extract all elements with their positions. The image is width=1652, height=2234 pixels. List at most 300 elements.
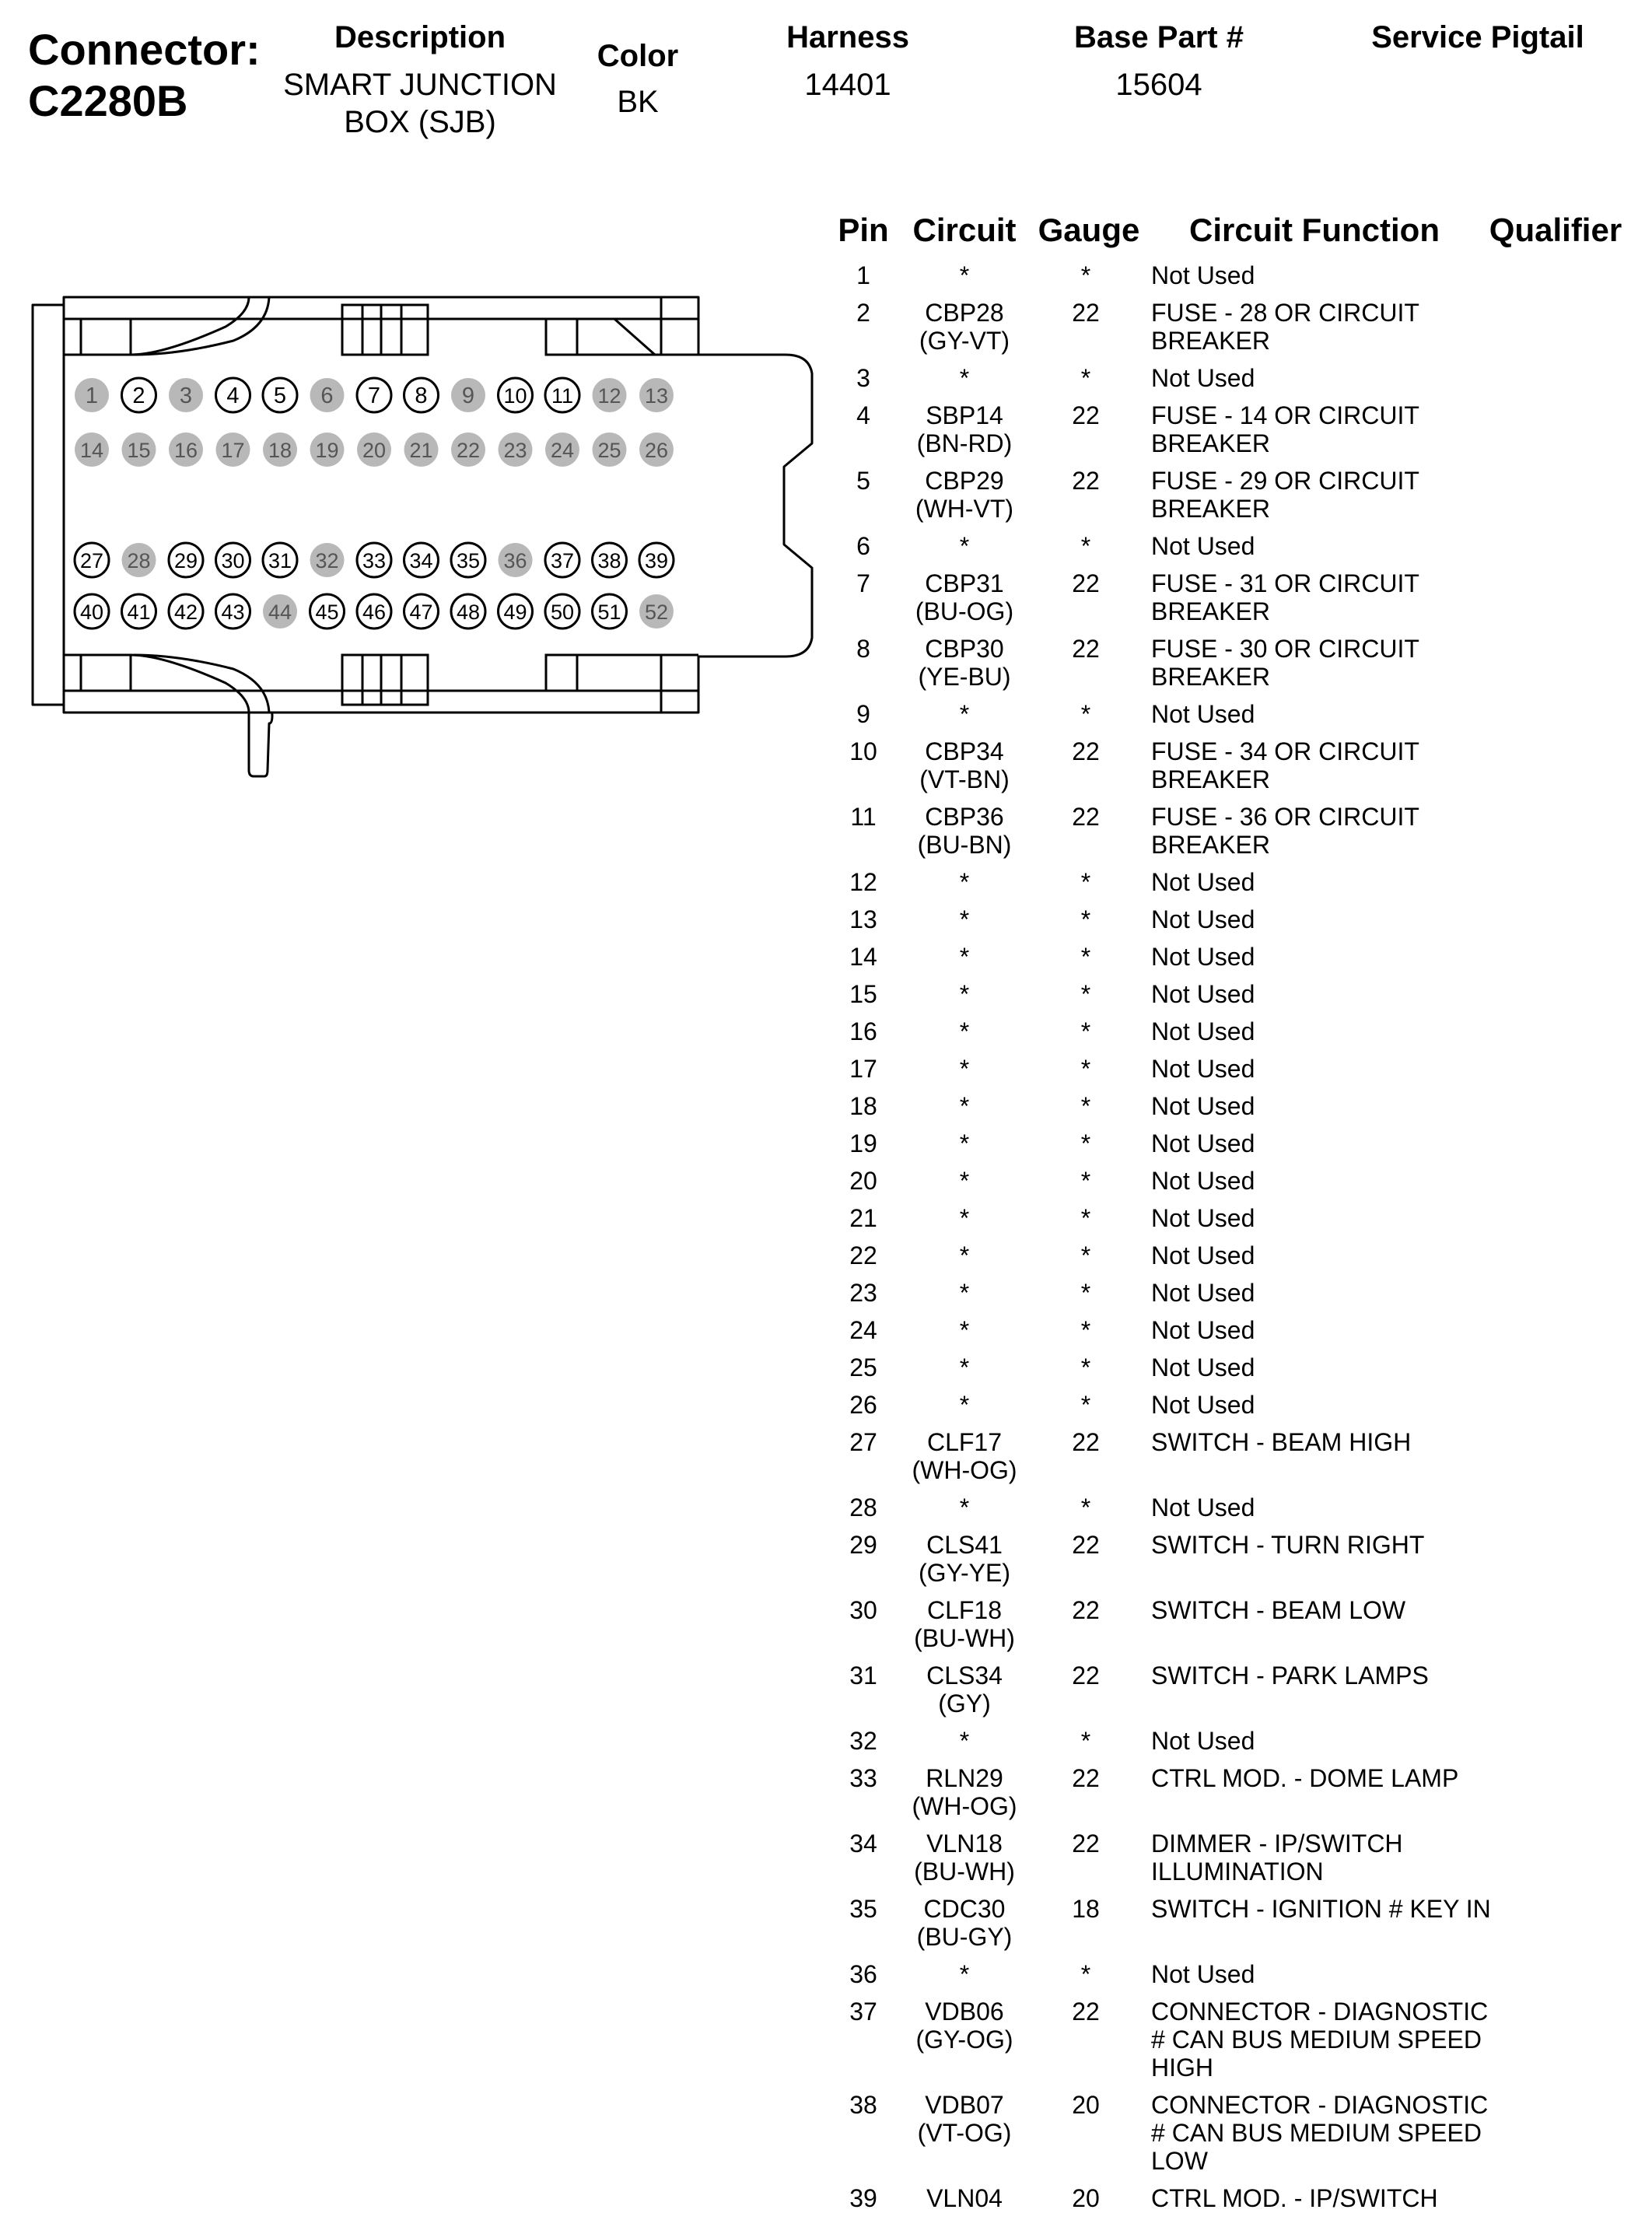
pin-number: 21 <box>849 1204 877 1232</box>
pin-cavity <box>545 378 579 412</box>
circuit-code: (BU-BN) <box>917 831 1012 859</box>
pin-cavity <box>169 378 203 412</box>
wire-gauge: * <box>1080 1493 1091 1521</box>
pin-cavity <box>310 543 345 577</box>
pin-cavity <box>639 594 674 629</box>
pin-label: 49 <box>503 601 527 624</box>
col-header-circuit: Circuit <box>912 212 1017 248</box>
wire-gauge: * <box>1080 364 1091 392</box>
circuit-code: (BU-WH) <box>914 1858 1015 1886</box>
circuit-function: CONNECTOR - DIAGNOSTIC <box>1151 1998 1489 2026</box>
wire-gauge: 22 <box>1072 1661 1100 1690</box>
wire-gauge: * <box>1080 532 1091 560</box>
pin-cavity <box>169 432 203 467</box>
circuit-function: Not Used <box>1151 700 1255 728</box>
circuit-code: * <box>959 980 970 1008</box>
pin-number: 14 <box>849 943 877 971</box>
pin-cavity <box>263 543 297 577</box>
circuit-code: VDB07 <box>925 2091 1004 2119</box>
circuit-function: Not Used <box>1151 1493 1255 1521</box>
pin-label: 10 <box>503 384 527 408</box>
wire-gauge: 22 <box>1072 737 1100 765</box>
col-header-gauge: Gauge <box>1038 212 1140 248</box>
pin-label: 8 <box>415 383 428 408</box>
circuit-code: * <box>959 261 970 289</box>
color-value: BK <box>617 85 659 119</box>
pin-label: 3 <box>179 383 193 408</box>
pin-cavity <box>216 594 250 629</box>
circuit-function: BREAKER <box>1151 831 1270 859</box>
circuit-function: Not Used <box>1151 1055 1255 1083</box>
circuit-code: * <box>959 532 970 560</box>
circuit-function: ILLUMINATION <box>1151 1858 1324 1886</box>
pin-label: 51 <box>597 601 621 624</box>
pin-cavity <box>216 378 250 412</box>
wire-gauge: 22 <box>1072 803 1100 831</box>
wire-gauge: * <box>1080 1727 1091 1755</box>
wire-gauge: 22 <box>1072 1531 1100 1559</box>
pin-label: 37 <box>550 549 575 573</box>
circuit-code: * <box>959 700 970 728</box>
pin-label: 19 <box>315 439 339 462</box>
circuit-code: * <box>959 1316 970 1344</box>
pin-number: 6 <box>856 532 870 560</box>
circuit-code: * <box>959 1960 970 1988</box>
wire-gauge: 18 <box>1072 1895 1100 1923</box>
pin-number: 31 <box>849 1661 877 1690</box>
pin-cavity <box>499 378 533 412</box>
harness-value: 14401 <box>804 68 891 102</box>
circuit-code: CBP30 <box>925 635 1004 663</box>
wire-gauge: 22 <box>1072 401 1100 429</box>
circuit-code: VDB06 <box>925 1998 1004 2026</box>
circuit-function: FUSE - 31 OR CIRCUIT <box>1151 569 1419 597</box>
pin-number: 38 <box>849 2091 877 2119</box>
circuit-code: (BU-GY) <box>916 1923 1013 1951</box>
circuit-function: SWITCH - TURN RIGHT <box>1151 1531 1425 1559</box>
circuit-function: # CAN BUS MEDIUM SPEED <box>1151 2119 1482 2147</box>
pin-cavity <box>122 378 156 412</box>
circuit-code: * <box>959 364 970 392</box>
circuit-function: Not Used <box>1151 1960 1255 1988</box>
base-part-label: Base Part # <box>1074 20 1244 54</box>
circuit-function: Not Used <box>1151 1353 1255 1381</box>
circuit-code: (GY-VT) <box>919 327 1010 355</box>
col-header-function: Circuit Function <box>1189 212 1440 248</box>
circuit-function: Not Used <box>1151 1727 1255 1755</box>
circuit-function: CTRL MOD. - IP/SWITCH <box>1151 2184 1438 2212</box>
pin-cavity <box>310 432 345 467</box>
circuit-function: DIMMER - IP/SWITCH <box>1151 1830 1403 1858</box>
pin-label: 11 <box>551 384 574 408</box>
circuit-function: FUSE - 30 OR CIRCUIT <box>1151 635 1419 663</box>
pin-label: 43 <box>221 601 245 624</box>
circuit-code: * <box>959 1129 970 1157</box>
circuit-function: Not Used <box>1151 1204 1255 1232</box>
pin-cavity <box>545 543 579 577</box>
circuit-code: * <box>959 1391 970 1419</box>
circuit-function: Not Used <box>1151 1279 1255 1307</box>
pin-label: 1 <box>85 383 99 408</box>
circuit-function: FUSE - 28 OR CIRCUIT <box>1151 299 1419 327</box>
pin-cavity <box>404 378 439 412</box>
wire-gauge: * <box>1080 261 1091 289</box>
circuit-code: RLN29 <box>926 1764 1003 1792</box>
circuit-code: CBP36 <box>925 803 1004 831</box>
pin-cavity <box>639 543 674 577</box>
pin-cavity <box>451 432 485 467</box>
pin-label: 52 <box>644 601 669 624</box>
pin-number: 7 <box>856 569 870 597</box>
pin-number: 36 <box>849 1960 877 1988</box>
wire-gauge: * <box>1080 1055 1091 1083</box>
pin-cavity <box>593 432 627 467</box>
pin-number: 29 <box>849 1531 877 1559</box>
circuit-code: * <box>959 1055 970 1083</box>
wire-gauge: * <box>1080 1960 1091 1988</box>
circuit-function: BREAKER <box>1151 495 1270 523</box>
pin-number: 20 <box>849 1167 877 1195</box>
circuit-code: (VT-BN) <box>919 765 1010 793</box>
pin-label: 39 <box>644 549 669 573</box>
pin-number: 5 <box>856 467 870 495</box>
circuit-function: FUSE - 29 OR CIRCUIT <box>1151 467 1419 495</box>
wire-gauge: * <box>1080 1129 1091 1157</box>
circuit-function: Not Used <box>1151 364 1255 392</box>
pin-number: 17 <box>849 1055 877 1083</box>
circuit-function: BREAKER <box>1151 597 1270 625</box>
circuit-function: BREAKER <box>1151 765 1270 793</box>
pin-cavity <box>451 378 485 412</box>
pin-cavity <box>216 543 250 577</box>
circuit-code: * <box>959 943 970 971</box>
pin-label: 41 <box>127 601 151 624</box>
circuit-function: BREAKER <box>1151 429 1270 457</box>
pin-cavity <box>122 594 156 629</box>
wire-gauge: * <box>1080 1279 1091 1307</box>
circuit-code: (YE-BU) <box>918 663 1011 691</box>
circuit-function: SWITCH - PARK LAMPS <box>1151 1661 1429 1690</box>
pin-label: 15 <box>127 439 151 462</box>
description-line-1: SMART JUNCTION <box>283 68 557 102</box>
wire-gauge: * <box>1080 1353 1091 1381</box>
circuit-function: SWITCH - BEAM HIGH <box>1151 1428 1412 1456</box>
wire-gauge: 22 <box>1072 635 1100 663</box>
circuit-function: Not Used <box>1151 1017 1255 1045</box>
pin-label: 9 <box>461 383 475 408</box>
circuit-function: Not Used <box>1151 905 1255 933</box>
circuit-code: * <box>959 1279 970 1307</box>
pin-label: 16 <box>173 439 198 462</box>
circuit-function: CONNECTOR - DIAGNOSTIC <box>1151 2091 1489 2119</box>
pin-cavity <box>639 432 674 467</box>
connector-label: Connector: <box>28 25 261 74</box>
circuit-function: Not Used <box>1151 980 1255 1008</box>
pin-cavity <box>357 432 391 467</box>
circuit-code: * <box>959 1017 970 1045</box>
pin-cavity <box>75 378 109 412</box>
pin-cavity <box>263 432 297 467</box>
pin-number: 35 <box>849 1895 877 1923</box>
wire-gauge: 20 <box>1072 2184 1100 2212</box>
circuit-code: * <box>959 1493 970 1521</box>
circuit-code: CLS34 <box>926 1661 1003 1690</box>
circuit-code: CLS41 <box>926 1531 1003 1559</box>
pin-cavity <box>593 378 627 412</box>
pin-number: 12 <box>849 868 877 896</box>
circuit-code: (VT-OG) <box>917 2119 1012 2147</box>
pin-number: 16 <box>849 1017 877 1045</box>
circuit-code: (GY-YE) <box>919 1559 1010 1587</box>
circuit-code: CBP29 <box>925 467 1004 495</box>
circuit-code: (BU-OG) <box>915 597 1014 625</box>
circuit-function: # CAN BUS MEDIUM SPEED <box>1151 2026 1482 2054</box>
circuit-code: CBP34 <box>925 737 1004 765</box>
pin-label: 21 <box>409 439 433 462</box>
pin-cavity <box>357 378 391 412</box>
pin-number: 10 <box>849 737 877 765</box>
wire-gauge: 22 <box>1072 1596 1100 1624</box>
pin-cavity <box>545 594 579 629</box>
pin-cavity <box>499 594 533 629</box>
pin-label: 46 <box>362 601 387 624</box>
circuit-code: * <box>959 868 970 896</box>
circuit-function: CTRL MOD. - DOME LAMP <box>1151 1764 1459 1792</box>
pin-cavity <box>593 594 627 629</box>
pin-cavity <box>545 432 579 467</box>
pin-label: 25 <box>597 439 621 462</box>
pin-label: 24 <box>550 439 575 462</box>
pin-label: 32 <box>315 549 339 573</box>
col-header-pin: Pin <box>838 212 889 248</box>
wire-gauge: 22 <box>1072 467 1100 495</box>
pin-number: 18 <box>849 1092 877 1120</box>
circuit-code: * <box>959 905 970 933</box>
pin-number: 32 <box>849 1727 877 1755</box>
description-line-2: BOX (SJB) <box>344 105 496 139</box>
pin-number: 28 <box>849 1493 877 1521</box>
pin-number: 39 <box>849 2184 877 2212</box>
circuit-code: * <box>959 1353 970 1381</box>
wire-gauge: * <box>1080 1092 1091 1120</box>
pin-cavity <box>75 432 109 467</box>
circuit-function: Not Used <box>1151 1129 1255 1157</box>
pin-label: 4 <box>226 383 240 408</box>
wire-gauge: 22 <box>1072 1830 1100 1858</box>
wire-gauge: * <box>1080 1167 1091 1195</box>
pin-cavity <box>451 543 485 577</box>
pin-number: 24 <box>849 1316 877 1344</box>
base-part-value: 15604 <box>1115 68 1202 102</box>
pin-label: 44 <box>268 601 292 624</box>
pin-label: 6 <box>320 383 334 408</box>
col-header-qualifier: Qualifier <box>1489 212 1622 248</box>
wire-gauge: 22 <box>1072 569 1100 597</box>
circuit-code: (WH-OG) <box>912 1456 1017 1484</box>
circuit-function: Not Used <box>1151 1391 1255 1419</box>
wire-gauge: 22 <box>1072 299 1100 327</box>
pin-number: 33 <box>849 1764 877 1792</box>
pin-cavity <box>404 543 439 577</box>
connector-body <box>64 319 812 691</box>
pin-label: 40 <box>79 601 104 624</box>
color-label: Color <box>597 39 679 73</box>
pin-cavity <box>122 432 156 467</box>
pin-label: 23 <box>503 439 527 462</box>
wire-gauge: 22 <box>1072 1428 1100 1456</box>
pin-number: 9 <box>856 700 870 728</box>
wire-gauge: * <box>1080 1017 1091 1045</box>
circuit-function: SWITCH - IGNITION # KEY IN <box>1151 1895 1491 1923</box>
pin-cavity <box>357 594 391 629</box>
pin-cavity <box>75 543 109 577</box>
circuit-function: LOW <box>1151 2147 1208 2175</box>
pin-label: 18 <box>268 439 292 462</box>
pin-label: 26 <box>644 439 669 462</box>
pin-label: 22 <box>456 439 481 462</box>
circuit-code: (GY-OG) <box>915 2026 1013 2054</box>
circuit-code: * <box>959 1241 970 1269</box>
pin-label: 42 <box>173 601 198 624</box>
wire-gauge: 20 <box>1072 2091 1100 2119</box>
pin-number: 30 <box>849 1596 877 1624</box>
pin-number: 27 <box>849 1428 877 1456</box>
pin-label: 45 <box>315 601 339 624</box>
circuit-function: FUSE - 36 OR CIRCUIT <box>1151 803 1419 831</box>
pin-label: 38 <box>597 549 621 573</box>
circuit-code: VLN04 <box>926 2184 1003 2212</box>
left-flange <box>33 305 64 705</box>
pin-number: 2 <box>856 299 870 327</box>
pin-label: 48 <box>456 601 481 624</box>
pin-label: 35 <box>456 549 481 573</box>
pin-cavity <box>499 432 533 467</box>
service-pigtail-label: Service Pigtail <box>1371 20 1584 54</box>
connector-face-diagram <box>0 210 824 801</box>
pin-cavity <box>169 594 203 629</box>
circuit-code: (WH-OG) <box>912 1792 1017 1820</box>
pin-cavity <box>310 378 345 412</box>
pin-number: 23 <box>849 1279 877 1307</box>
circuit-code: * <box>959 1204 970 1232</box>
wire-gauge: 22 <box>1072 1764 1100 1792</box>
pin-cavity <box>404 594 439 629</box>
pin-number: 26 <box>849 1391 877 1419</box>
circuit-code: VLN18 <box>926 1830 1003 1858</box>
pin-label: 47 <box>409 601 433 624</box>
circuit-function: Not Used <box>1151 532 1255 560</box>
circuit-code: (BN-RD) <box>916 429 1013 457</box>
circuit-code: (WH-VT) <box>915 495 1014 523</box>
pin-number: 11 <box>850 803 877 831</box>
pin-label: 28 <box>127 549 151 573</box>
wire-gauge: * <box>1080 1316 1091 1344</box>
circuit-code: * <box>959 1167 970 1195</box>
circuit-code: CDC30 <box>923 1895 1006 1923</box>
pin-cavity <box>310 594 345 629</box>
pin-label: 50 <box>550 601 575 624</box>
pin-cavity <box>263 378 297 412</box>
pin-label: 34 <box>409 549 433 573</box>
pin-cavity <box>404 432 439 467</box>
circuit-function: BREAKER <box>1151 327 1270 355</box>
wire-gauge: * <box>1080 980 1091 1008</box>
pin-number: 34 <box>849 1830 877 1858</box>
circuit-function: Not Used <box>1151 1241 1255 1269</box>
pin-cavity <box>499 543 533 577</box>
pin-cavity <box>593 543 627 577</box>
pin-number: 22 <box>849 1241 877 1269</box>
circuit-function: Not Used <box>1151 1092 1255 1120</box>
circuit-function: BREAKER <box>1151 663 1270 691</box>
pin-label: 14 <box>79 439 104 462</box>
pin-cavity <box>639 378 674 412</box>
pin-cavity <box>169 543 203 577</box>
pin-number: 25 <box>849 1353 877 1381</box>
wire-gauge: * <box>1080 905 1091 933</box>
wire-gauge: * <box>1080 700 1091 728</box>
circuit-function: Not Used <box>1151 1167 1255 1195</box>
description-label: Description <box>334 20 506 54</box>
circuit-function: FUSE - 14 OR CIRCUIT <box>1151 401 1419 429</box>
circuit-code: (GY) <box>938 1690 991 1718</box>
pin-cavity <box>122 543 156 577</box>
connector-id: C2280B <box>28 76 188 125</box>
wire-gauge: 22 <box>1072 1998 1100 2026</box>
circuit-code: * <box>959 1092 970 1120</box>
circuit-function: SWITCH - BEAM LOW <box>1151 1596 1406 1624</box>
circuit-function: Not Used <box>1151 943 1255 971</box>
pin-number: 13 <box>849 905 877 933</box>
pin-label: 12 <box>597 384 621 408</box>
wire-gauge: * <box>1080 868 1091 896</box>
pin-label: 30 <box>221 549 245 573</box>
circuit-function: FUSE - 34 OR CIRCUIT <box>1151 737 1419 765</box>
wire-gauge: * <box>1080 1241 1091 1269</box>
pin-cavity <box>75 594 109 629</box>
pin-label: 17 <box>221 439 245 462</box>
pin-cavity <box>216 432 250 467</box>
circuit-code: (BU-WH) <box>914 1624 1015 1652</box>
circuit-function: Not Used <box>1151 1316 1255 1344</box>
circuit-code: CLF17 <box>926 1428 1003 1456</box>
wire-gauge: * <box>1080 943 1091 971</box>
pin-number: 15 <box>849 980 877 1008</box>
pin-label: 5 <box>273 383 287 408</box>
circuit-code: SBP14 <box>926 401 1003 429</box>
pin-number: 3 <box>856 364 870 392</box>
pin-cavity <box>263 594 297 629</box>
pin-number: 1 <box>856 261 870 289</box>
circuit-function: Not Used <box>1151 868 1255 896</box>
harness-label: Harness <box>786 20 909 54</box>
pin-label: 7 <box>367 383 381 408</box>
pin-number: 37 <box>849 1998 877 2026</box>
wire-gauge: * <box>1080 1204 1091 1232</box>
pin-label: 33 <box>362 549 387 573</box>
pin-label: 27 <box>79 549 104 573</box>
circuit-code: CLF18 <box>926 1596 1003 1624</box>
wire-gauge: * <box>1080 1391 1091 1419</box>
circuit-code: CBP28 <box>925 299 1004 327</box>
pin-label: 20 <box>362 439 387 462</box>
circuit-function: Not Used <box>1151 261 1255 289</box>
pin-label: 13 <box>644 384 669 408</box>
pin-cavity <box>451 594 485 629</box>
pin-label: 31 <box>268 549 292 573</box>
circuit-code: CBP31 <box>925 569 1004 597</box>
circuit-function: HIGH <box>1151 2054 1213 2082</box>
